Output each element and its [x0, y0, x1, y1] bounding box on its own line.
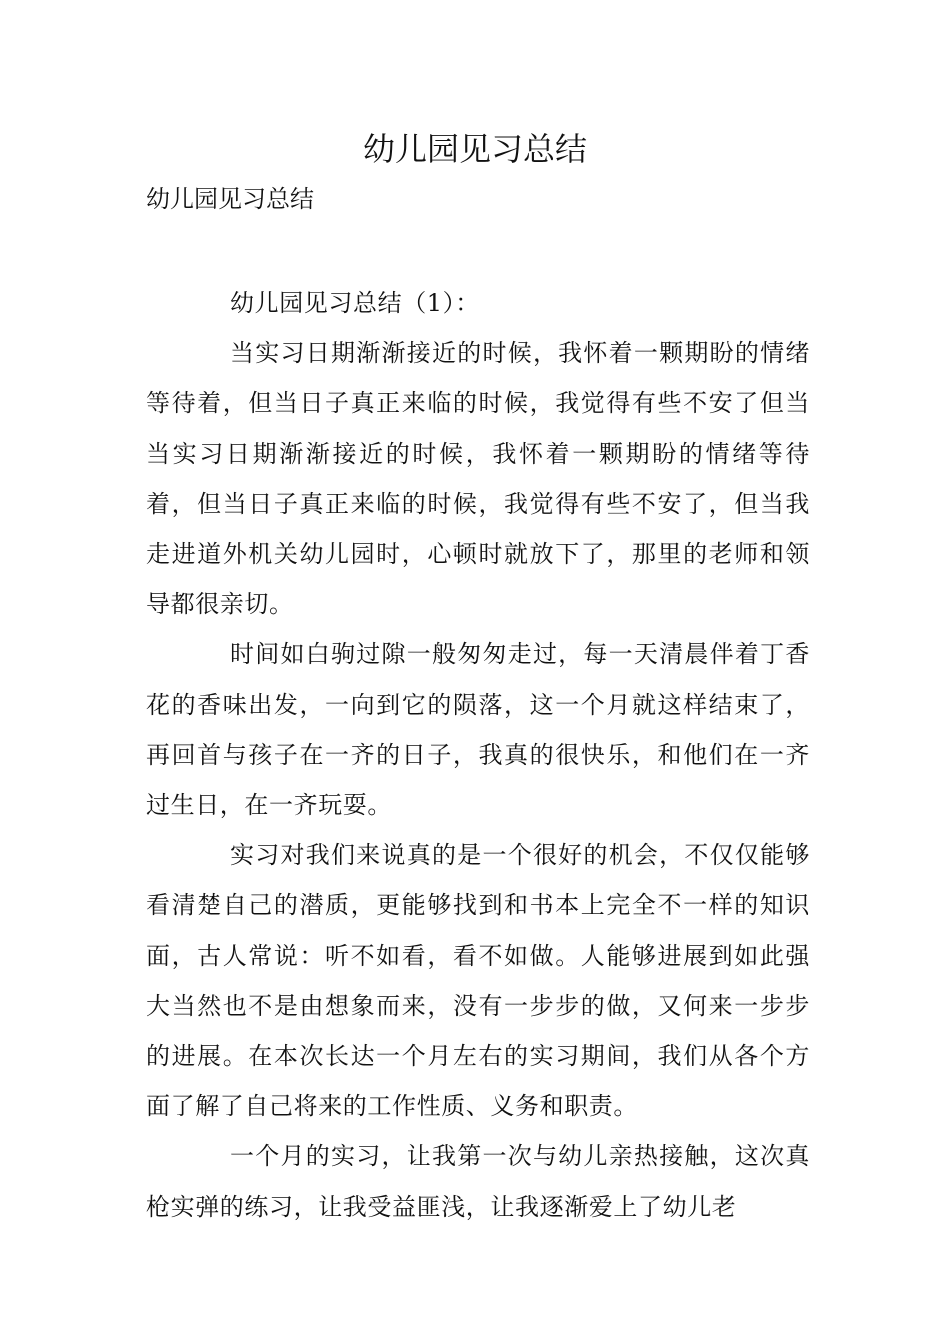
document-subtitle: 幼儿园见习总结	[146, 185, 314, 213]
paragraph: 实习对我们来说真的是一个很好的机会，不仅仅能够看清楚自己的潜质，更能够找到和书本上完全不一样的知识面，古人常说：听不如看，看不如做。人能够进展到如此强大当然也不是由想象而来，没有一步步的做，又何来一步步的进展。在本次长达一个月左右的实习期间，我们从各个方面了解了自己将来的工作性质、义务和职责。	[146, 841, 810, 1121]
document-body	[146, 278, 810, 1232]
paragraph: 时间如白驹过隙一般匆匆走过，每一天清晨伴着丁香花的香味出发，一向到它的陨落，这一个月就这样结束了，再回首与孩子在一齐的日子，我真的很快乐，和他们在一齐过生日，在一齐玩耍。	[146, 640, 810, 820]
paragraph: 当实习日期渐渐接近的时候，我怀着一颗期盼的情绪等待着，但当日子真正来临的时候，我觉得有些不安了但当当实习日期渐渐接近的时候，我怀着一颗期盼的情绪等待着，但当日子真正来临的时候，我觉得有些不安了，但当我走进道外机关幼儿园时，心顿时就放下了，那里的老师和领导都很亲切。	[146, 339, 810, 619]
document-title: 幼儿园见习总结	[362, 130, 587, 168]
paragraph: 一个月的实习，让我第一次与幼儿亲热接触，这次真枪实弹的练习，让我受益匪浅，让我逐渐爱上了幼儿老	[146, 1142, 810, 1221]
paragraph-section-heading: 幼儿园见习总结（1）：	[230, 289, 480, 317]
